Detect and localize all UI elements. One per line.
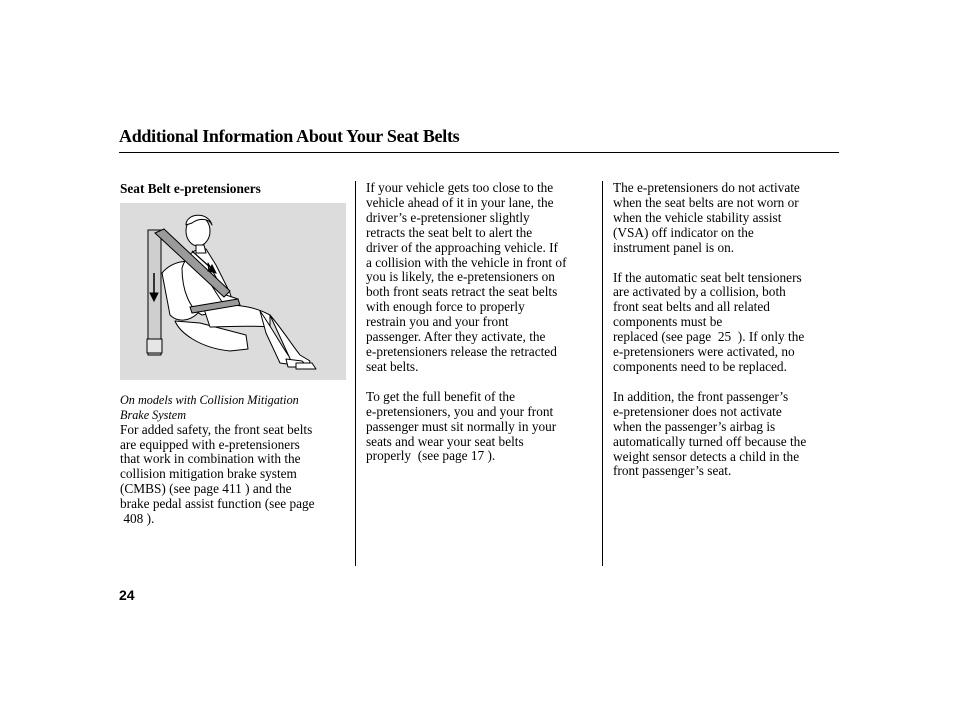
column-divider-2 [602,181,603,566]
text-line: both front seats retract the seat belts [366,284,558,300]
text-line: properly (see page 17 ). [366,448,496,464]
page-title: Additional Information About Your Seat Belts [119,126,460,146]
text-line: brake pedal assist function (see page [120,496,315,512]
text-line: For added safety, the front seat belts [120,421,313,437]
text-line: automatically turned off because the [613,433,807,449]
text-line: driver of the approaching vehicle. If [366,239,558,255]
body-paragraph [613,390,839,479]
section-heading: Seat Belt e-pretensioners [120,181,261,196]
text-line: seats and wear your seat belts [366,433,524,449]
text-line: (CMBS) (see page 411 ) and the [120,481,292,497]
text-line: e-pretensioners were activated, no [613,344,795,360]
text-line: If the automatic seat belt tensioners [613,269,802,285]
text-line: driver’s e-pretensioner slightly [366,209,530,225]
caption-line-1: On models with Collision Mitigation [120,393,299,407]
text-line: To get the full benefit of the [366,388,515,404]
text-line: seat belts. [366,358,419,374]
body-paragraph [366,181,596,375]
body-paragraph [613,271,839,375]
text-line: when the passenger’s airbag is [613,418,776,434]
column-divider-1 [355,181,356,566]
column-3 [613,181,839,479]
text-line: collision mitigation brake system [120,466,297,482]
body-paragraph [613,181,839,256]
text-line: front seat belts and all related [613,299,770,315]
text-line: restrain you and your front [366,314,509,330]
text-line: you is likely, the e-pretensioners on [366,269,555,285]
text-line: components must be [613,314,723,330]
text-line: passenger must sit normally in your [366,418,557,434]
text-line: weight sensor detects a child in the [613,448,800,464]
text-line: components need to be replaced. [613,358,787,374]
text-line: The e-pretensioners do not activate [613,180,800,195]
text-line: when the seat belts are not worn or [613,194,799,210]
figure-caption [120,393,348,423]
body-paragraph [120,423,348,527]
text-line: 408 ). [120,511,155,527]
text-line: are equipped with e-pretensioners [120,436,300,452]
text-line: front passenger’s seat. [613,463,732,479]
seated-person-seatbelt-illustration [120,203,346,380]
text-line: If your vehicle gets too close to the [366,180,554,195]
text-line: instrument panel is on. [613,239,735,255]
seatbelt-illustration [120,203,346,380]
body-paragraph [366,390,596,465]
text-line: when the vehicle stability assist [613,209,782,225]
column-1 [120,181,348,527]
text-line: are activated by a collision, both [613,284,786,300]
page-number: 24 [119,587,135,603]
text-line: (VSA) off indicator on the [613,224,754,240]
text-line: In addition, the front passenger’s [613,388,789,404]
column-2 [366,181,596,464]
text-line: a collision with the vehicle in front of [366,254,567,270]
caption-line-2: Brake System [120,407,186,422]
title-rule [119,152,839,153]
text-line: e-pretensioners, you and your front [366,403,554,419]
text-line: replaced (see page 25 ). If only the [613,329,805,345]
text-line: retracts the seat belt to alert the [366,224,533,240]
text-line: that work in combination with the [120,451,301,467]
text-line: vehicle ahead of it in your lane, the [366,194,554,210]
text-line: with enough force to properly [366,299,525,315]
text-line: e-pretensioner does not activate [613,403,782,419]
text-line: passenger. After they activate, the [366,329,546,345]
text-line: e-pretensioners release the retracted [366,343,557,359]
